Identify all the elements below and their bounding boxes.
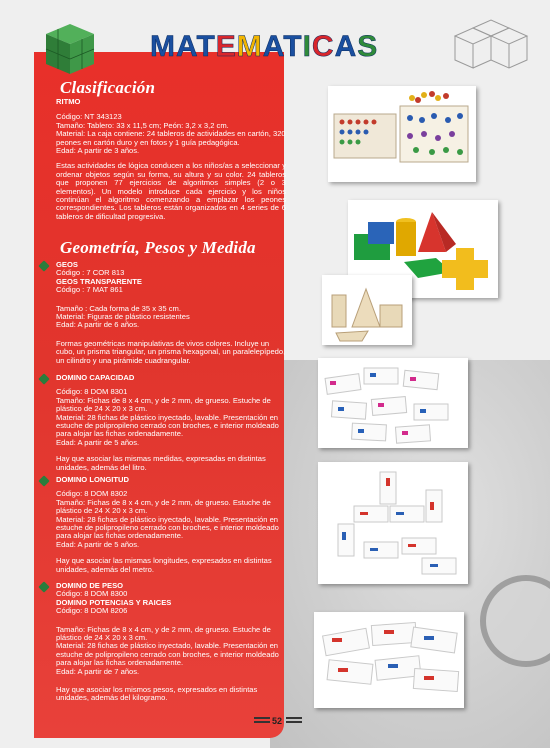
- spec-line: Edad: A partir de 7 años.: [56, 666, 140, 676]
- section-title-clasificacion: Clasificación: [60, 78, 156, 97]
- spec-line: Tamaño: Fichas de 8 x 4 cm, y de 2 mm, de grueso. Estuche de plástico de 24 X 20 x 3 cm.: [56, 395, 271, 414]
- wireframe-cubes-icon: [445, 14, 535, 84]
- spec-line: Edad: A partir de 6 años.: [56, 320, 140, 330]
- domino-longitud-block: [56, 476, 286, 574]
- spec-line: Código: 8 DOM 8300: [56, 589, 128, 599]
- spec-line: Tamaño: Fichas de 8 x 4 cm, y de 2 mm, de grueso. Estuche de plástico de 24 X 20 x 3 cm.: [56, 497, 271, 516]
- page-title: [150, 30, 378, 64]
- spec-line: Edad: A partir de 3 años.: [56, 146, 140, 156]
- geos-transparente-photo: [322, 275, 412, 345]
- spec-line: Material: 28 fichas de plástico inyectado, lavable. Presentación en estuche de polipropileno cerrado con broches, e interior moldeado para alojar las fichas ordenadamente.: [56, 641, 279, 668]
- product-name: RITMO: [56, 97, 81, 106]
- spec-line: Tamaño: Tablero: 33 x 11,5 cm; Peón: 3,2 x 3,2 cm.: [56, 120, 229, 130]
- ritmo-product-photo: [328, 86, 476, 182]
- bullet-icon: [40, 261, 50, 271]
- geos-block: [56, 261, 286, 365]
- title-letter: S: [357, 30, 379, 63]
- ritmo-block: [56, 98, 286, 221]
- spec-line: Edad: A partir de 5 años.: [56, 539, 140, 549]
- description: Hay que asociar los mismos pesos, expresados en distintas unidades, además del kilogramo.: [56, 685, 258, 703]
- spec-line: Edad: A partir de 5 años.: [56, 437, 140, 447]
- page-number-ornament-right: [286, 716, 302, 726]
- green-cube-icon: [40, 20, 98, 78]
- title-letter: T: [196, 30, 216, 63]
- spec-line: Material: 28 fichas de plástico inyectado, lavable. Presentación en estuche de polipropileno cerrado con broches, e interior moldeado para alojar las fichas ordenadamente.: [56, 412, 279, 439]
- product-name: DOMINO POTENCIAS Y RAICES: [56, 597, 172, 607]
- title-letter: A: [176, 30, 197, 63]
- product-name: DOMINO LONGITUD: [56, 475, 129, 484]
- description: Hay que asociar las mismas longitudes, expresados en distintas unidades, además del metro.: [56, 556, 272, 574]
- spec-line: Código: 8 DOM 8301: [56, 387, 128, 397]
- section-title-geometria: Geometría, Pesos y Medida: [60, 238, 256, 257]
- product-name: GEOS TRANSPARENTE: [56, 276, 142, 286]
- title-letter: E: [215, 30, 237, 63]
- title-letter: I: [302, 30, 312, 63]
- spec-line: Código : 7 MAT 861: [56, 285, 123, 295]
- domino-capacidad-photo: [318, 358, 468, 448]
- description: Estas actividades de lógica conducen a los niños/as a seleccionar y ordenar objetos según su forma, su altura y su color. 24 tableros que proponen 77 ejercicios de algoritmos simples (2 o 3 elementos). Un modelo introduce cada ejercicio y los niños continúan el algoritmo comenzando a emplazar los peones correspondientes. Los tableros están organizados en 4 series de 6 tableros de dificultad progresiva.: [56, 161, 286, 221]
- description: Hay que asociar las mismas medidas, expresadas en distintas unidades, además del litro.: [56, 454, 266, 472]
- spec-line: Código: 8 DOM 8302: [56, 489, 128, 499]
- product-name: GEOS: [56, 260, 78, 269]
- spec-line: Código : 7 COR 813: [56, 268, 125, 278]
- spec-line: Código: NT 343123: [56, 112, 122, 122]
- title-letter: A: [334, 30, 358, 63]
- title-letter: M: [150, 30, 176, 63]
- title-letter: T: [283, 30, 303, 63]
- spec-line: Material: Figuras de plástico resistentes: [56, 312, 190, 322]
- title-letter: C: [311, 30, 335, 63]
- domino-peso-block: [56, 582, 286, 703]
- page-number-ornament-left: [254, 716, 270, 726]
- domino-capacidad-block: [56, 374, 286, 472]
- bullet-icon: [40, 374, 50, 384]
- title-letter: M: [236, 30, 263, 63]
- domino-longitud-photo: [318, 462, 468, 584]
- product-name: DOMINO DE PESO: [56, 581, 124, 590]
- bullet-icon: [40, 476, 50, 486]
- spec-line: Material: 28 fichas de plástico inyectado, lavable. Presentación en estuche de polipropileno cerrado con broches, e interior moldeado para alojar las fichas ordenadamente.: [56, 514, 279, 541]
- product-name: DOMINO CAPACIDAD: [56, 373, 135, 382]
- spec-line: Tamaño : Cada forma de 35 x 35 cm.: [56, 303, 181, 313]
- title-letter: A: [262, 30, 284, 63]
- page-number: 52: [272, 716, 283, 726]
- domino-potencias-photo: [314, 612, 464, 708]
- bullet-icon: [40, 582, 50, 592]
- spec-line: Código: 8 DOM 8206: [56, 606, 128, 616]
- spec-line: Material: La caja contiene: 24 tableros de actividades en cartón, 320 peones en cartón duro y en fotos y 1 guía pedagógica.: [56, 129, 286, 147]
- description: Formas geométricas manipulativas de vivos colores. Incluye un cubo, un prisma triangular, un prisma hexagonal, un paralelepípedo, un cilindro y una pirámide cuadrangular.: [56, 338, 286, 365]
- spec-line: Tamaño: Fichas de 8 x 4 cm, y de 2 mm, de grueso. Estuche de plástico de 24 X 20 x 3 cm.: [56, 624, 271, 643]
